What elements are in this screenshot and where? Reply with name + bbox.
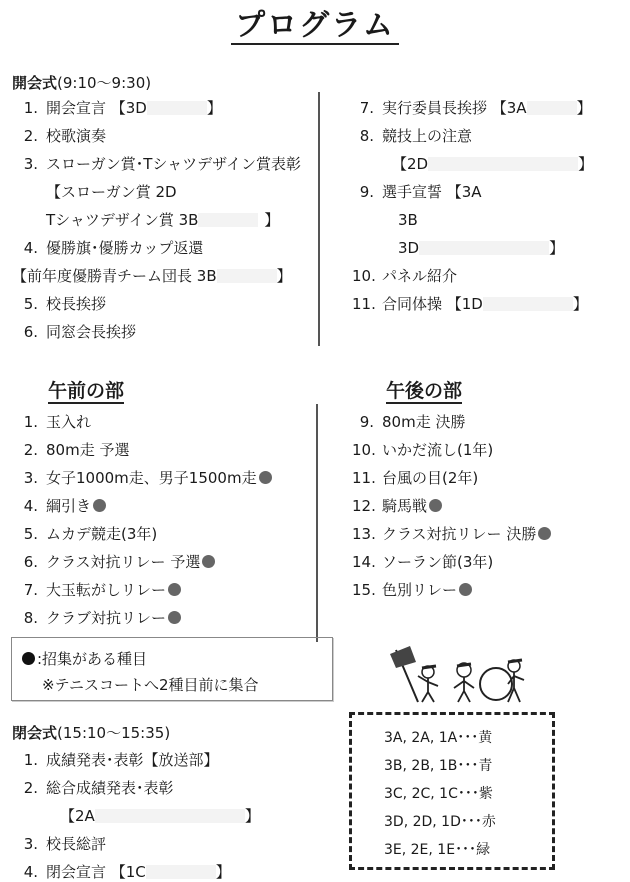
list-item: Tシャツデザイン賞 3B 】 (46, 211, 280, 229)
list-item: 7. 実行委員長挨拶 【3A 】 (359, 99, 592, 117)
legend-box (11, 637, 333, 701)
team-colors-box (349, 712, 555, 870)
list-item: 8. 競技上の注意 (359, 127, 473, 145)
list-item: 4. 綱引き (20, 496, 106, 516)
list-item: 6. 同窓会長挨拶 (23, 323, 137, 341)
column-divider (318, 92, 320, 346)
opening-heading: 開会式(9:10～9:30) (12, 74, 152, 92)
muster-dot-icon (459, 583, 472, 596)
list-item: 3D 】 (398, 239, 565, 257)
list-item: 11. 台風の目(2年) (352, 469, 479, 487)
list-item: 9. 選手宣誓 【3A (359, 183, 482, 201)
list-item: 【2A 】 (60, 807, 260, 825)
team-row: 3C, 2C, 1C･･･紫 (384, 786, 493, 802)
muster-dot-icon (22, 652, 35, 665)
muster-dot-icon (168, 611, 181, 624)
muster-dot-icon (93, 499, 106, 512)
list-item: 【前年度優勝青チーム団長 3B 】 (12, 267, 292, 285)
list-item: 13. クラス対抗リレー 決勝 (352, 524, 551, 544)
legend-line-2: ※テニスコートへ2種目前に集合 (42, 676, 259, 694)
list-item: 8. クラブ対抗リレー (20, 608, 181, 628)
list-item: 1. 開会宣言 【3D 】 (23, 99, 222, 117)
list-item: 1. 成績発表･表彰【放送部】 (23, 751, 219, 769)
list-item: 4. 優勝旗･優勝カップ返還 (23, 239, 204, 257)
list-item: 1. 玉入れ (23, 413, 92, 431)
sports-day-illustration (384, 644, 534, 706)
list-item: 9. 80m走 決勝 (359, 413, 466, 431)
team-row: 3D, 2D, 1D･･･赤 (384, 814, 496, 830)
muster-dot-icon (538, 527, 551, 540)
list-item: 10. いかだ流し(1年) (352, 441, 494, 459)
list-item: 【2D 】 (392, 155, 594, 173)
list-item: 2. 総合成績発表･表彰 (23, 779, 174, 797)
list-item: 3. 女子1000m走、男子1500m走 (20, 468, 272, 488)
list-item: 5. ムカデ競走(3年) (23, 525, 158, 543)
list-item: 6. クラス対抗リレー 予選 (20, 552, 215, 572)
list-item: 【スローガン賞 2D (46, 183, 177, 201)
muster-dot-icon (202, 555, 215, 568)
big-ball-icon (480, 668, 512, 700)
list-item: 3B (398, 211, 418, 229)
team-row: 3E, 2E, 1E･･･緑 (384, 842, 491, 858)
muster-dot-icon (429, 499, 442, 512)
muster-dot-icon (168, 583, 181, 596)
list-item: 7. 大玉転がしリレー (20, 580, 181, 600)
list-item: 4. 閉会宣言 【1C 】 (23, 863, 231, 881)
list-item: 3. スローガン賞･Tシャツデザイン賞表彰 (23, 155, 302, 173)
column-divider (316, 404, 318, 642)
muster-dot-icon (259, 471, 272, 484)
closing-heading: 閉会式(15:10～15:35) (12, 724, 171, 742)
list-item: 11. 合同体操 【1D 】 (352, 295, 588, 313)
list-item: 5. 校長挨拶 (23, 295, 107, 313)
flag-icon (390, 646, 416, 668)
list-item: 3. 校長総評 (23, 835, 107, 853)
team-row: 3A, 2A, 1A･･･黄 (384, 730, 493, 746)
legend-line-1: :招集がある種目 (22, 648, 147, 669)
list-item: 14. ソーラン節(3年) (352, 553, 494, 571)
team-row: 3B, 2B, 1B･･･青 (384, 758, 493, 774)
morning-heading: 午前の部 (48, 380, 125, 402)
afternoon-heading: 午後の部 (386, 380, 463, 402)
list-item: 12. 騎馬戦 (352, 496, 442, 516)
list-item: 2. 80m走 予選 (23, 441, 130, 459)
list-item: 10. パネル紹介 (352, 267, 458, 285)
list-item: 2. 校歌演奏 (23, 127, 107, 145)
list-item: 15. 色別リレー (352, 580, 472, 600)
page-title: プログラム (0, 0, 630, 44)
